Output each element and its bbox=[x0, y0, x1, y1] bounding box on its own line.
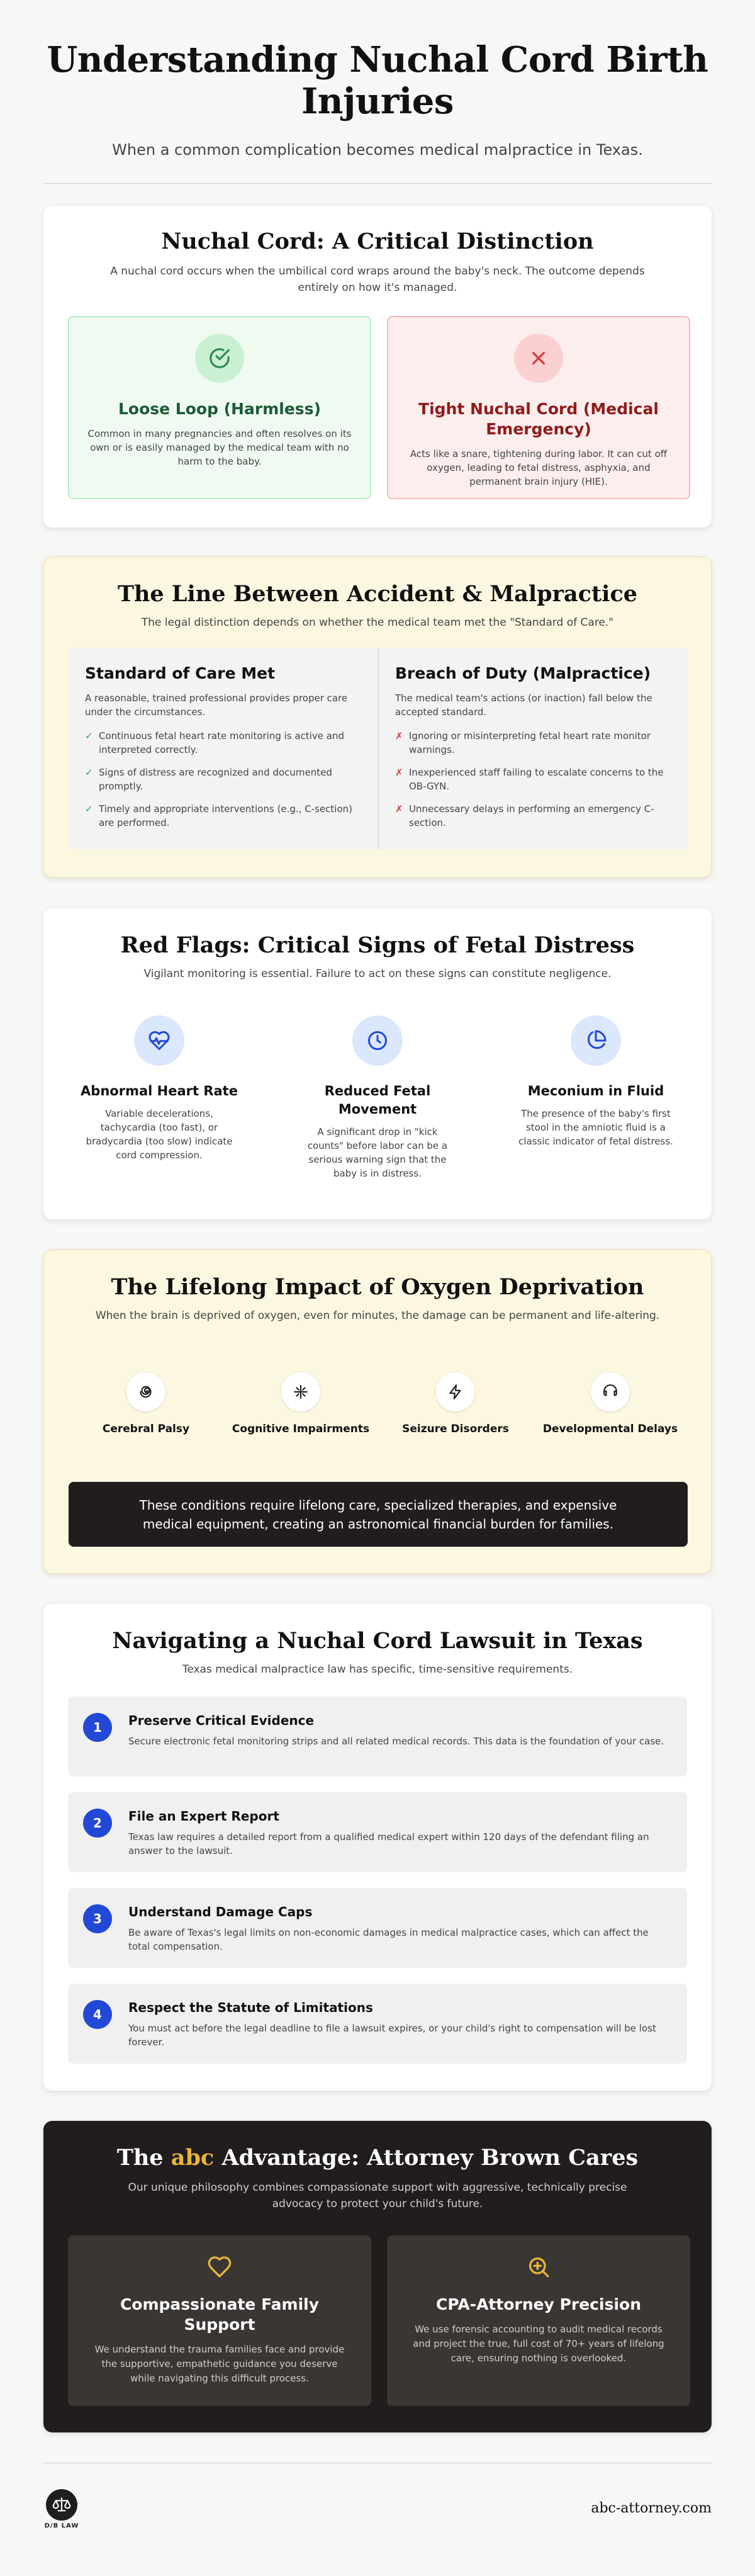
list-item-text: Inexperienced staff failing to escalate concerns to the OB-GYN. bbox=[409, 767, 664, 792]
scales-icon bbox=[46, 2489, 77, 2521]
cross-mark-icon: ✗ bbox=[395, 730, 403, 742]
list-item bbox=[85, 765, 362, 793]
impact-label: Cognitive Impairments bbox=[232, 1423, 370, 1435]
red-flag-text: A significant drop in "kick counts" before labor can be a serious warning sign that the baby is in distress. bbox=[307, 1126, 448, 1179]
step-text: Texas law requires a detailed report from a qualified medical expert within 120 days of the defendant filing an answer to the lawsuit. bbox=[128, 1831, 649, 1856]
check-mark-icon: ✓ bbox=[85, 767, 93, 778]
red-flag-title: Reduced Fetal Movement bbox=[324, 1083, 431, 1117]
tight-cord-card bbox=[387, 316, 690, 499]
breach-column bbox=[378, 648, 688, 849]
advantage-section bbox=[43, 2121, 712, 2432]
lawsuit-step bbox=[68, 1888, 687, 1968]
site-link[interactable]: abc-attorney.com bbox=[591, 2500, 712, 2516]
step-text: You must act before the legal deadline to file a lawsuit expires, or your child's right to compensation will be lost forever. bbox=[128, 2023, 656, 2048]
page-subtitle: When a common complication becomes medical malpractice in Texas. bbox=[112, 141, 643, 159]
list-item-text: Unnecessary delays in performing an emergency C-section. bbox=[409, 803, 654, 828]
list-item bbox=[395, 729, 671, 757]
list-item bbox=[85, 729, 362, 757]
check-circle-icon bbox=[195, 334, 244, 383]
lawsuit-step bbox=[68, 1697, 687, 1777]
malpractice-intro: The legal distinction depends on whether the medical team met the "Standard of Care." bbox=[141, 616, 614, 629]
loose-loop-card bbox=[68, 316, 371, 499]
advantage-title-accent: abc bbox=[171, 2145, 215, 2171]
red-flag-item bbox=[505, 1015, 687, 1180]
heart-pulse-icon bbox=[134, 1015, 184, 1066]
step-text: Secure electronic fetal monitoring strips and all related medical records. This data is the foundation of your case. bbox=[128, 1736, 664, 1747]
impact-title: The Lifelong Impact of Oxygen Deprivation bbox=[111, 1274, 644, 1300]
impact-section bbox=[43, 1250, 712, 1574]
pie-chart-icon bbox=[571, 1015, 621, 1066]
list-item bbox=[395, 765, 671, 793]
impact-item bbox=[223, 1372, 378, 1437]
standard-met-column bbox=[69, 648, 378, 849]
red-flags-title: Red Flags: Critical Signs of Fetal Distress bbox=[120, 932, 635, 958]
malpractice-section bbox=[43, 556, 712, 878]
lawsuit-section bbox=[43, 1604, 712, 2091]
advantage-title bbox=[43, 2145, 712, 2171]
impact-intro: When the brain is deprived of oxygen, even for minutes, the damage can be permanent and life-altering. bbox=[95, 1309, 660, 1322]
advantage-card-title: Compassionate Family Support bbox=[120, 2295, 320, 2334]
advantage-title-before: The bbox=[116, 2145, 171, 2171]
standard-met-list bbox=[85, 729, 362, 830]
impact-label: Developmental Delays bbox=[542, 1423, 678, 1435]
comparison-panel bbox=[69, 648, 688, 849]
lawsuit-step bbox=[68, 1792, 687, 1872]
step-number: 4 bbox=[83, 2000, 112, 2029]
cross-mark-icon: ✗ bbox=[395, 767, 403, 778]
tight-cord-title: Tight Nuchal Cord (Medical Emergency) bbox=[418, 400, 659, 438]
list-item-text: Signs of distress are recognized and documented promptly. bbox=[99, 767, 332, 792]
list-item bbox=[395, 802, 671, 830]
cross-mark-icon: ✗ bbox=[395, 803, 403, 815]
distinction-intro: A nuchal cord occurs when the umbilical cord wraps around the baby's neck. The outcome depends entirely on how it's managed. bbox=[110, 265, 645, 294]
impact-label: Seizure Disorders bbox=[402, 1423, 509, 1435]
advantage-title-after: Advantage: Attorney Brown Cares bbox=[214, 2145, 639, 2171]
tight-cord-text: Acts like a snare, tightening during labor. It can cut off oxygen, leading to fetal distress, asphyxia, and permanent brain injury (HIE). bbox=[410, 448, 668, 487]
firm-logo[interactable] bbox=[43, 2489, 80, 2529]
standard-met-intro: A reasonable, trained professional provides proper care under the circumstances. bbox=[85, 692, 348, 718]
distinction-section bbox=[43, 206, 712, 528]
list-item-text: Ignoring or misinterpreting fetal heart rate monitor warnings. bbox=[409, 730, 651, 755]
lawsuit-step bbox=[68, 1984, 687, 2064]
x-icon bbox=[514, 334, 563, 383]
breach-title: Breach of Duty (Malpractice) bbox=[395, 664, 651, 682]
clock-icon bbox=[352, 1015, 403, 1066]
spiral-icon bbox=[126, 1372, 165, 1411]
impact-note-banner: These conditions require lifelong care, specialized therapies, and expensive medical equipment, creating an astronomical financial burden for families. bbox=[69, 1482, 688, 1547]
page-title: Understanding Nuchal Cord Birth Injuries bbox=[47, 39, 708, 122]
step-number: 1 bbox=[83, 1713, 112, 1742]
list-item bbox=[85, 802, 362, 830]
distinction-title: Nuchal Cord: A Critical Distinction bbox=[161, 229, 594, 254]
advantage-intro: Our unique philosophy combines compassionate support with aggressive, technically precise advocacy to protect your child's future. bbox=[128, 2181, 627, 2210]
red-flags-intro: Vigilant monitoring is essential. Failure to act on these signs can constitute negligence. bbox=[143, 968, 612, 980]
lawsuit-intro: Texas medical malpractice law has specific, time-sensitive requirements. bbox=[182, 1663, 573, 1676]
advantage-card-text: We understand the trauma families face and provide the supportive, empathetic guidance you deserve while navigating this difficult process. bbox=[94, 2344, 345, 2384]
red-flag-item bbox=[68, 1015, 250, 1180]
advantage-card-text: We use forensic accounting to audit medical records and project the true, full cost of 70+ years of lifelong care, ensuring nothing is overlooked. bbox=[413, 2324, 664, 2364]
check-mark-icon: ✓ bbox=[85, 730, 93, 742]
headset-icon bbox=[591, 1372, 630, 1411]
hero-header bbox=[43, 0, 712, 184]
impact-list bbox=[69, 1372, 688, 1437]
step-number: 3 bbox=[83, 1904, 112, 1933]
step-title: Respect the Statute of Limitations bbox=[128, 2000, 373, 2015]
red-flag-title: Abnormal Heart Rate bbox=[81, 1083, 238, 1099]
advantage-card-title: CPA-Attorney Precision bbox=[435, 2295, 642, 2313]
standard-met-title: Standard of Care Met bbox=[85, 664, 276, 682]
red-flag-text: Variable decelerations, tachycardia (too fast), or bradycardia (too slow) indicate cord compression. bbox=[86, 1108, 233, 1161]
red-flags-section bbox=[43, 908, 712, 1219]
lawsuit-title: Navigating a Nuchal Cord Lawsuit in Texas bbox=[112, 1628, 643, 1654]
step-title: Understand Damage Caps bbox=[128, 1904, 313, 1919]
impact-item bbox=[378, 1372, 533, 1437]
step-title: File an Expert Report bbox=[128, 1809, 279, 1824]
red-flag-title: Meconium in Fluid bbox=[527, 1083, 664, 1099]
malpractice-title: The Line Between Accident & Malpractice bbox=[117, 581, 638, 607]
impact-item bbox=[69, 1372, 223, 1437]
advantage-card bbox=[387, 2235, 690, 2406]
step-title: Preserve Critical Evidence bbox=[128, 1713, 315, 1728]
breach-list bbox=[395, 729, 671, 830]
check-mark-icon: ✓ bbox=[85, 803, 93, 815]
red-flags-list bbox=[68, 1015, 687, 1180]
step-number: 2 bbox=[83, 1809, 112, 1838]
loose-loop-title: Loose Loop (Harmless) bbox=[118, 400, 321, 418]
impact-label: Cerebral Palsy bbox=[102, 1423, 190, 1435]
advantage-card bbox=[68, 2235, 371, 2406]
red-flag-text: The presence of the baby's first stool in the amniotic fluid is a classic indicator of fetal distress. bbox=[518, 1108, 673, 1147]
impact-item bbox=[533, 1372, 688, 1437]
heart-icon bbox=[93, 2254, 346, 2282]
magnify-plus-icon bbox=[412, 2254, 665, 2282]
list-item-text: Timely and appropriate interventions (e.g., C-section) are performed. bbox=[99, 803, 353, 828]
list-item-text: Continuous fetal heart rate monitoring is active and interpreted correctly. bbox=[99, 730, 344, 755]
red-flag-item bbox=[286, 1015, 469, 1180]
logo-text: D/B LAW bbox=[44, 2522, 79, 2529]
loose-loop-text: Common in many pregnancies and often resolves on its own or is easily managed by the medical team with no harm to the baby. bbox=[87, 428, 352, 467]
step-text: Be aware of Texas's legal limits on non-economic damages in medical malpractice cases, which can affect the total compensation. bbox=[128, 1927, 649, 1952]
lightning-icon bbox=[436, 1372, 475, 1411]
header-divider bbox=[43, 183, 712, 184]
sparkle-icon bbox=[281, 1372, 320, 1411]
breach-intro: The medical team's actions (or inaction) fall below the accepted standard. bbox=[395, 692, 652, 718]
